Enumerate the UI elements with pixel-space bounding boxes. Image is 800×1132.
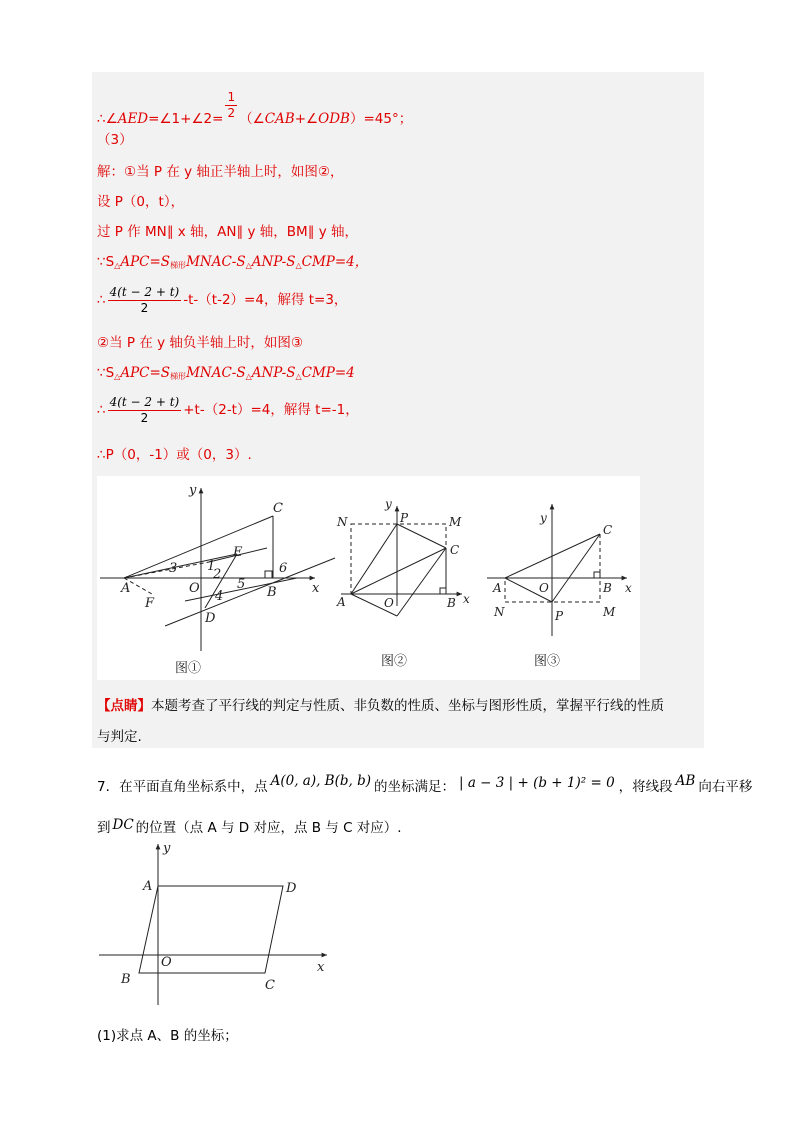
solution-case1: 解：①当 P 在 y 轴正半轴上时，如图②， — [97, 164, 344, 180]
fig2-label-c: C — [450, 543, 460, 557]
fraction-one-half: $\frac{1}{2}$ — [227, 90, 236, 120]
fig3-label-c: C — [603, 523, 613, 537]
fig1-label-5: 5 — [237, 577, 246, 592]
fig1-label-y: y — [189, 483, 197, 498]
fig1-label-1: 1 — [207, 559, 216, 574]
fig7-label-y: y — [163, 841, 171, 856]
fig3-label-a: A — [493, 581, 502, 595]
question7-line1: 7．在平面直角坐标系中，点 A(0, a), B(b, b) 的坐标满足： | a − 3 | + (b + 1)² = 0 ，将线段 AB 向右平移 — [97, 773, 753, 795]
fig1-line-ac — [124, 516, 273, 578]
fig2-caption: 图② — [381, 654, 408, 669]
fig2-line-cd — [397, 548, 446, 616]
fig7-label-a: A — [143, 879, 153, 894]
fig3-label-n: N — [494, 605, 505, 619]
figures-panel — [97, 476, 640, 680]
fig7-label-b: B — [121, 972, 131, 987]
solution-case2: ②当 P 在 y 轴负半轴上时，如图③ — [97, 335, 303, 351]
fig3-label-b: B — [603, 581, 612, 595]
solution-area1: $\because S_\triangle APC=S_{梯形}MNAC-S_\triangle ANP-S_\triangle CMP=4$， — [97, 254, 369, 270]
part3-label: （3） — [97, 132, 133, 148]
fig3-label-o: O — [539, 581, 549, 595]
fig1-label-4: 4 — [215, 589, 224, 604]
fig2-label-a: A — [337, 595, 346, 609]
figure-2-labels — [336, 497, 470, 669]
fig1-label-a: A — [121, 581, 131, 596]
fig7-label-c: C — [265, 978, 275, 993]
solution-draw-line: 过 P 作 MN∥ x 轴，AN∥ y 轴，BM∥ y 轴， — [97, 224, 358, 240]
fraction-eq2: $\frac{4(t - 2 + t)}{2}$ — [109, 394, 180, 425]
solution-area2: $\because S_\triangle APC=S_{梯形}MNAC-S_\triangle ANP-S_\triangle CMP=4$ — [97, 365, 355, 381]
fig2-line-ap — [351, 524, 397, 594]
fig2-rect-mnac — [351, 524, 446, 594]
fig2-label-b: B — [447, 596, 456, 610]
fig1-label-x: x — [312, 581, 320, 596]
fig1-label-3: 3 — [169, 561, 178, 576]
figures-svg — [97, 476, 640, 680]
fig1-label-f: F — [145, 596, 155, 611]
fig3-caption: 图③ — [534, 654, 561, 669]
note-line2: 与判定. — [97, 729, 142, 745]
fig1-label-c: C — [273, 501, 283, 516]
fig1-label-b: B — [267, 585, 277, 600]
solution-equation1: ∴ $\frac{4(t - 2 + t)}{2}$ -t-（t-2）=4，解得 t=3， — [97, 284, 348, 315]
fig2-line-pc — [397, 524, 446, 548]
fig7-shapes — [99, 844, 327, 1005]
fig1-right-angle — [265, 571, 272, 578]
fig7-label-x: x — [317, 960, 325, 975]
note-line1: 【点睛】本题考查了平行线的判定与性质、非负数的性质、坐标与图形性质，掌握平行线的性质 — [97, 698, 664, 714]
fraction-eq1: $\frac{4(t - 2 + t)}{2}$ — [109, 284, 180, 315]
fig1-label-d: D — [205, 611, 216, 626]
fig3-label-x: x — [625, 581, 632, 595]
question7-line2: 到 DC 的位置（点 A 与 D 对应，点 B 与 C 对应）. — [97, 817, 402, 836]
question7-figure — [97, 840, 337, 1010]
fig1-label-2: 2 — [213, 567, 222, 582]
fig3-label-m: M — [603, 605, 616, 619]
solution-equation2: ∴ $\frac{4(t - 2 + t)}{2}$ +t-（2-t）=4，解得 t=-1， — [97, 394, 359, 425]
note-tag: 【点睛】 — [97, 698, 151, 714]
fig3-label-y: y — [540, 511, 547, 525]
fig2-line-ac — [351, 548, 446, 594]
fig1-caption: 图① — [175, 661, 202, 676]
solution-line-angle-aed: ∴∠AED=∠1+∠2= $\frac{1}{2}$ （∠CAB+∠ODB）=45°； — [97, 90, 413, 127]
solution-conclusion: ∴P（0，-1）或（0，3）. — [97, 447, 252, 463]
fig2-label-y: y — [385, 497, 392, 511]
fig7-label-o: O — [161, 955, 172, 970]
fig2-right-angle — [440, 588, 446, 594]
fig2-label-n: N — [337, 515, 348, 529]
fig3-right-angle — [594, 572, 600, 578]
fig1-label-6: 6 — [279, 561, 288, 576]
solution-set-p: 设 P（0，t）， — [97, 194, 185, 210]
fig3-line-cp — [552, 534, 600, 602]
figure-3-labels — [492, 511, 632, 669]
fig2-label-m: M — [449, 515, 462, 529]
fig2-label-o: O — [384, 596, 394, 610]
fig2-label-x: x — [463, 592, 470, 606]
fig2-label-p: P — [400, 511, 409, 525]
sub-question-1: (1)求点 A、B 的坐标； — [97, 1028, 238, 1044]
fig3-label-p: P — [555, 609, 564, 623]
fig1-label-o: O — [189, 581, 200, 596]
fig1-label-e: E — [233, 545, 243, 560]
fig7-label-d: D — [286, 881, 297, 896]
